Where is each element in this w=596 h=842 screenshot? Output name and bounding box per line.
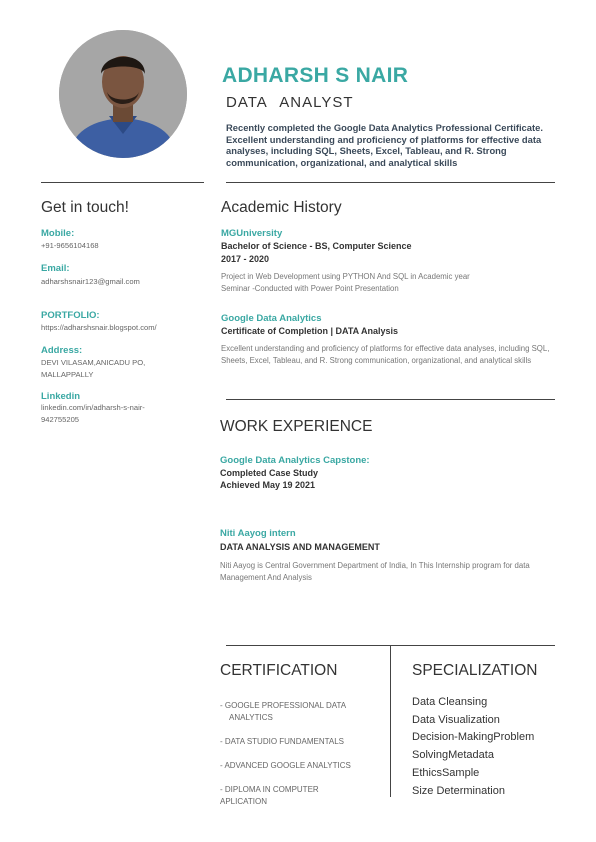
work-role-2: DATA ANALYSIS AND MANAGEMENT [220,542,380,552]
specialization-line: Data Visualization [412,713,500,726]
certificate-org: Google Data Analytics [221,313,322,324]
academic-desc-2: Seminar -Conducted with Power Point Presentation [221,284,399,293]
mobile-value: +91-9656104168 [41,241,99,250]
specialization-line: SolvingMetadata [412,749,494,762]
cert-item-4-cont: APLICATION [220,797,267,806]
specialization-line: Decision-MakingProblem [412,731,535,744]
email-value[interactable]: adharshsnair123@gmail.com [41,277,140,286]
certificate-title: Certificate of Completion | DATA Analysis [221,326,399,336]
job-title: DATA ANALYST [226,94,354,111]
linkedin-link-line-1[interactable]: linkedin.com/in/adharsh-s-nair- [41,403,145,412]
work-desc-2: Niti Aayog is Central Government Department of India, In This Internship program for data Management And Analysis [220,561,530,582]
cert-item-1: - GOOGLE PROFESSIONAL DATA [220,701,347,710]
work-line-1: Completed Case Study [220,468,319,478]
divider-header [226,182,555,183]
portfolio-label: PORTFOLIO: [41,310,100,321]
email-label: Email: [41,263,70,274]
work-heading: WORK EXPERIENCE [220,418,373,435]
cert-item-4: - DIPLOMA IN COMPUTER [220,785,319,794]
address-line-1: DEVI VILASAM,ANICADU PO, [41,358,146,367]
cert-item-2: - DATA STUDIO FUNDAMENTALS [220,737,345,746]
work-org-1: Google Data Analytics Capstone: [220,455,370,466]
portfolio-link[interactable]: https://adharshsnair.blogspot.com/ [41,323,157,332]
certification-heading: CERTIFICATION [220,662,338,679]
divider-left [41,182,204,183]
work-line-2: Achieved May 19 2021 [220,480,316,490]
work-org-2: Niti Aayog intern [220,528,296,539]
academic-years: 2017 - 2020 [221,254,270,264]
cert-item-3: - ADVANCED GOOGLE ANALYTICS [220,761,351,770]
specialization-line: Data Cleansing [412,696,488,708]
certificate-desc: Excellent understanding and proficiency of platforms for effective data analyses, including SQL, Sheets, Excel, Tableau, and R. Strong communication, organizational, and analytical skills [221,344,550,365]
specialization-heading: SPECIALIZATION [412,662,538,679]
profile-summary: Recently completed the Google Data Analytics Professional Certificate. Excellent understanding and proficiency of platforms for effective data analyses, including SQL, Sheets, Excel, Tableau, and R. Strong communication, organizational, and analytical skills [226,122,543,168]
linkedin-link-line-2[interactable]: 942755205 [41,415,80,424]
academic-org: MGUniversity [221,228,283,239]
mobile-label: Mobile: [41,228,75,239]
academic-degree: Bachelor of Science - BS, Computer Science [221,241,412,251]
divider-vertical [390,646,391,797]
linkedin-label: Linkedin [41,391,81,402]
candidate-name: ADHARSH S NAIR [222,64,409,87]
address-label: Address: [41,345,83,356]
person-portrait-icon [59,30,187,158]
contact-heading: Get in touch! [41,199,129,216]
academic-heading: Academic History [221,199,342,216]
specialization-line: EthicsSample [412,766,480,779]
specialization-line: Size Determination [412,784,505,797]
academic-desc-1: Project in Web Development using PYTHON And SQL in Academic year [221,272,470,281]
divider-academic [226,399,555,400]
profile-photo [59,30,187,158]
cert-item-1-cont: ANALYTICS [229,713,273,722]
specialization-list [412,694,534,800]
address-line-2: MALLAPPALLY [41,370,94,379]
